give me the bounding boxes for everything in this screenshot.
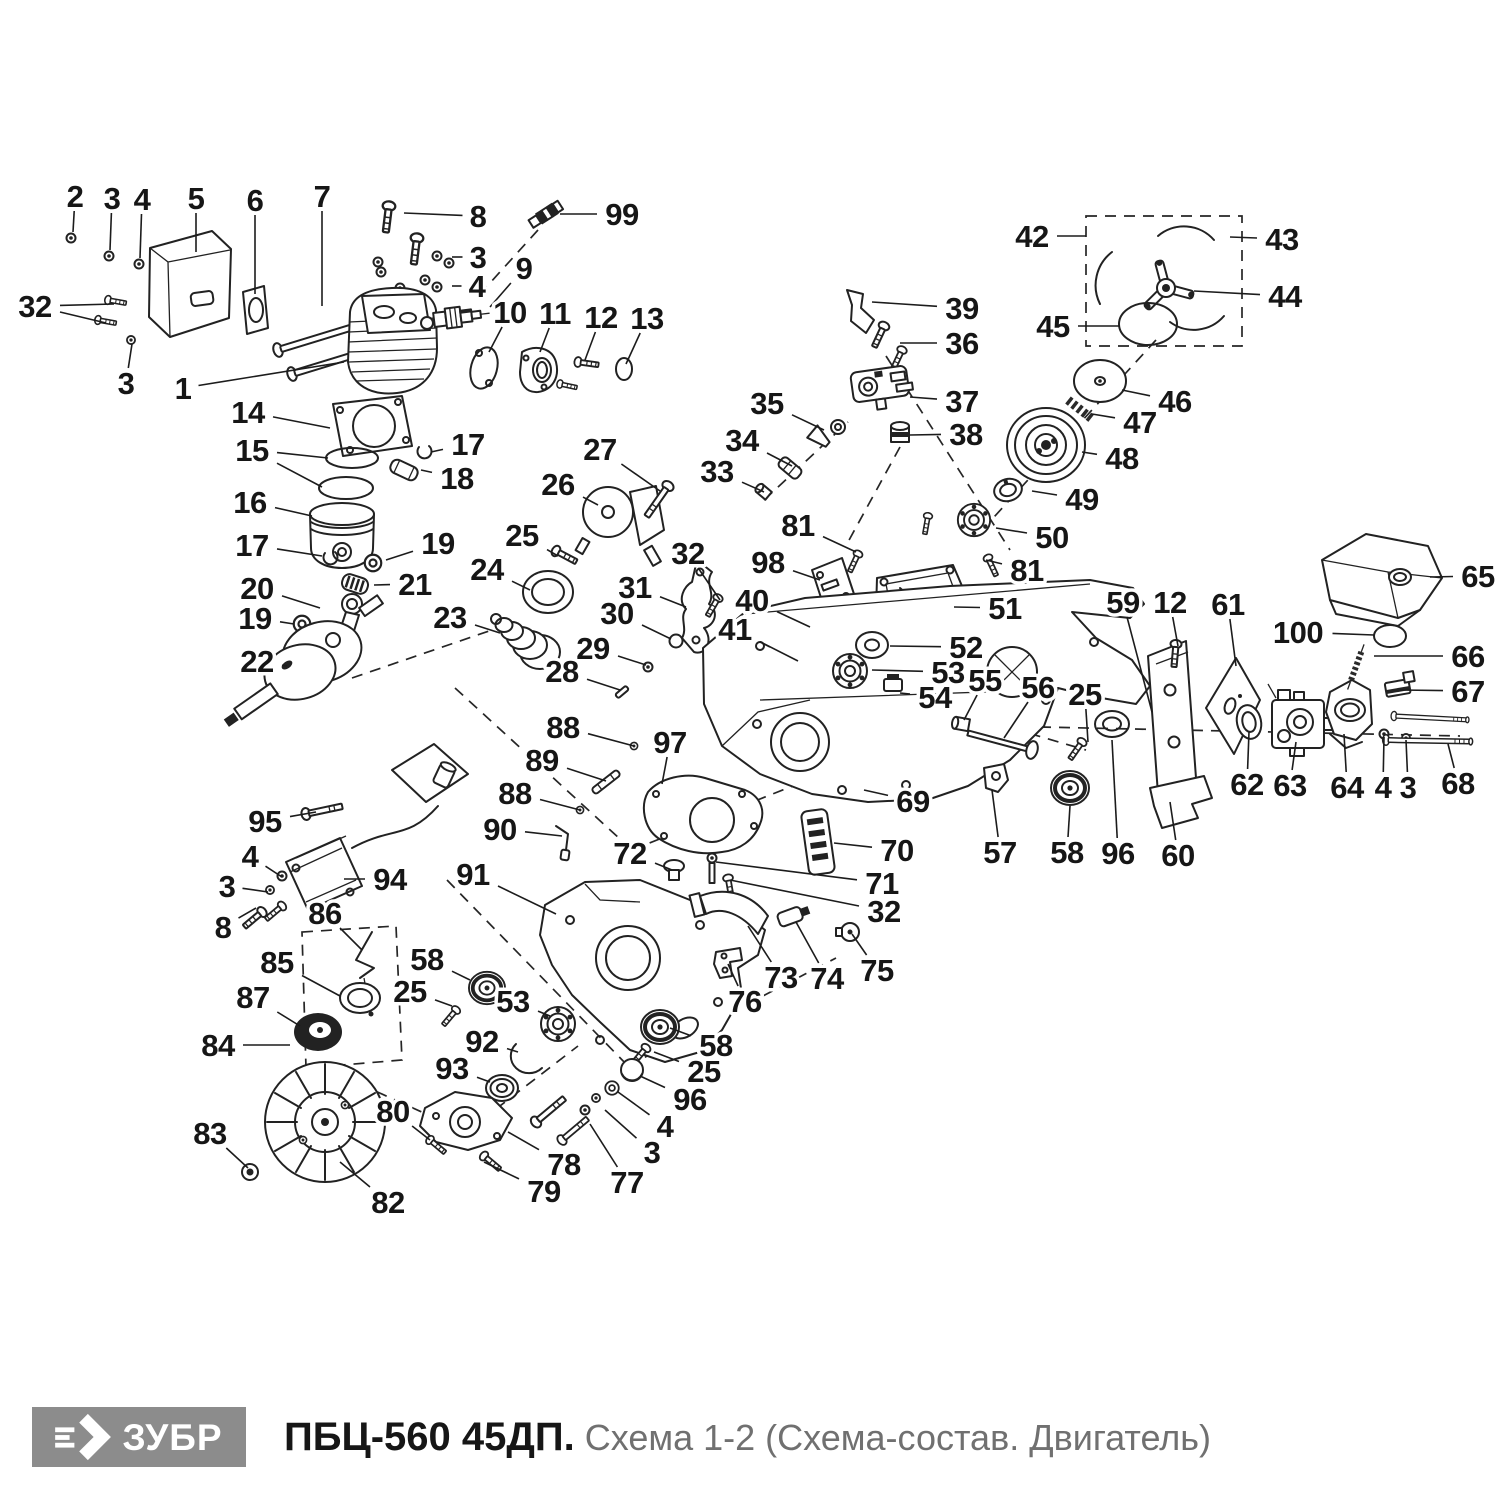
part-label-19: 19: [421, 526, 455, 561]
part-label-42: 42: [1015, 219, 1049, 254]
footer-bar: [32, 1406, 1468, 1468]
leader-line-12: [585, 332, 595, 360]
part-label-68: 68: [1441, 766, 1475, 801]
leader-line-20: [282, 596, 320, 608]
part-label-96: 96: [673, 1082, 707, 1117]
leader-line-54: [900, 693, 910, 694]
part-label-32: 32: [867, 894, 901, 929]
part-label-81: 81: [781, 508, 815, 543]
leader-line-67: [1400, 690, 1443, 691]
part-21-needle-bearing: [340, 572, 370, 595]
part-label-72: 72: [613, 836, 647, 871]
part-label-52: 52: [949, 630, 983, 665]
leader-line-3: [128, 344, 132, 368]
leader-line-13: [626, 333, 640, 364]
part-label-32: 32: [671, 536, 705, 571]
part-48-clutch-drum: [1007, 408, 1085, 482]
part-label-7: 7: [313, 179, 331, 214]
part-39-elbow: [847, 290, 874, 333]
leader-line-43: [1230, 237, 1257, 238]
leader-line-68: [1448, 744, 1454, 768]
part-96-dome: [621, 1059, 643, 1081]
part-label-40: 40: [735, 583, 769, 618]
leader-line-71: [716, 862, 857, 880]
leader-line-52: [890, 646, 941, 647]
part-label-41: 41: [718, 612, 752, 647]
part-label-4: 4: [468, 269, 486, 304]
part-label-9: 9: [515, 251, 533, 286]
part-label-50: 50: [1035, 520, 1069, 555]
leader-line-25: [1086, 709, 1088, 742]
part-label-95: 95: [248, 804, 282, 839]
leader-line-1: [199, 362, 345, 386]
part-label-25: 25: [687, 1054, 721, 1089]
part-label-34: 34: [725, 423, 759, 458]
part-96-seal-ring: [1095, 711, 1129, 737]
part-label-58: 58: [410, 942, 444, 977]
part-label-6: 6: [246, 183, 264, 218]
part-82-flywheel: [265, 1062, 385, 1182]
part-label-97: 97: [653, 725, 687, 760]
part-100-oring: [1374, 625, 1406, 647]
part-label-46: 46: [1158, 384, 1192, 419]
part-label-75: 75: [860, 953, 894, 988]
part-label-21: 21: [398, 567, 432, 602]
leader-line-30: [642, 625, 671, 639]
leader-line-35: [792, 415, 824, 430]
zubr-logo: [32, 1407, 246, 1467]
part-label-32: 32: [18, 289, 52, 324]
leader-line-81: [823, 537, 856, 552]
part-70-ribbed-cover: [801, 809, 836, 876]
part-label-3: 3: [643, 1135, 661, 1170]
part-26-oil-pump: [576, 486, 664, 566]
leader-line-64: [1344, 734, 1346, 772]
part-label-15: 15: [235, 433, 269, 468]
part-label-81: 81: [1010, 553, 1044, 588]
part-label-74: 74: [810, 961, 844, 996]
part-label-4: 4: [241, 839, 259, 874]
part-37-oil-pump-assy: [850, 365, 915, 413]
part-label-24: 24: [470, 552, 504, 587]
part-label-17: 17: [451, 427, 485, 462]
leader-line-58: [1068, 806, 1070, 837]
leader-line-51: [954, 607, 980, 608]
part-label-37: 37: [945, 384, 979, 419]
part-87-starter-cup: [294, 1013, 342, 1051]
part-label-4: 4: [656, 1109, 674, 1144]
part-label-4: 4: [1374, 770, 1392, 805]
part-label-8: 8: [214, 910, 232, 945]
part-95-screw: [300, 800, 343, 820]
part-label-80: 80: [376, 1094, 410, 1129]
leader-line-3: [1406, 740, 1407, 772]
part-label-25: 25: [1068, 677, 1102, 712]
part-81-screw: [846, 549, 864, 574]
leader-line-4: [618, 1092, 650, 1115]
part-label-82: 82: [371, 1185, 405, 1220]
part-label-66: 66: [1451, 639, 1485, 674]
part-label-86: 86: [308, 896, 342, 931]
leader-line-24: [512, 581, 530, 590]
part-9-spark-plug: [433, 303, 491, 330]
part-label-3: 3: [218, 869, 236, 904]
part-label-88: 88: [546, 710, 580, 745]
part-label-12: 12: [1153, 585, 1187, 620]
leader-line-15: [277, 453, 328, 458]
leader-line-3: [605, 1110, 637, 1138]
part-label-94: 94: [373, 862, 407, 897]
part-label-3: 3: [469, 240, 487, 275]
part-label-79: 79: [527, 1174, 561, 1209]
part-label-65: 65: [1461, 559, 1495, 594]
part-label-13: 13: [630, 301, 664, 336]
part-65-air-filter-cover: [1322, 534, 1442, 626]
leader-line-100: [1333, 633, 1375, 635]
part-label-96: 96: [1101, 836, 1135, 871]
leader-line-4: [140, 214, 142, 258]
part-77-bolts-washers: [529, 1081, 619, 1146]
part-label-60: 60: [1161, 838, 1195, 873]
part-label-5: 5: [187, 181, 205, 216]
leader-line-57: [992, 790, 998, 837]
part-label-35: 35: [750, 386, 784, 421]
part-label-70: 70: [880, 833, 914, 868]
part-53-bearing: [833, 654, 867, 688]
part-74-switch: [776, 903, 811, 927]
part-17-clip: [417, 446, 431, 458]
leader-line-87: [277, 1012, 300, 1026]
part-label-76: 76: [728, 984, 762, 1019]
part-49-hub: [992, 476, 1025, 504]
part-label-33: 33: [700, 454, 734, 489]
part-label-69: 69: [896, 784, 930, 819]
part-label-27: 27: [583, 432, 617, 467]
leader-line-19: [386, 551, 413, 560]
leader-line-96: [640, 1076, 665, 1088]
part-label-30: 30: [600, 596, 634, 631]
part-label-12: 12: [584, 300, 618, 335]
part-label-67: 67: [1451, 674, 1485, 709]
part-81-screw-2: [982, 553, 1000, 578]
part-label-14: 14: [231, 395, 265, 430]
part-8-head-bolts: [374, 201, 454, 302]
part-label-77: 77: [610, 1165, 644, 1200]
part-label-29: 29: [576, 631, 610, 666]
part-label-99: 99: [605, 197, 639, 232]
part-label-8: 8: [469, 199, 487, 234]
leader-line-38: [910, 434, 941, 435]
leader-line-58: [452, 971, 470, 980]
part-19-washer: [365, 555, 382, 572]
part-label-47: 47: [1123, 405, 1157, 440]
leader-line-39: [872, 302, 937, 306]
part-label-23: 23: [433, 600, 467, 635]
part-99-decompression-valve: [527, 199, 563, 229]
leader-line-91: [498, 886, 556, 914]
part-label-2: 2: [66, 179, 84, 214]
part-label-3: 3: [117, 366, 135, 401]
leader-line-77: [590, 1124, 617, 1167]
part-63-carburetor: [1268, 684, 1332, 756]
part-label-22: 22: [240, 644, 274, 679]
part-label-78: 78: [547, 1147, 581, 1182]
part-50-bearing: [958, 504, 990, 536]
leader-line-15: [277, 463, 322, 487]
part-46-washer: [1074, 360, 1126, 402]
leader-line-70: [834, 843, 872, 847]
part-97-crankcase-gasket: [644, 776, 762, 854]
part-label-91: 91: [456, 857, 490, 892]
part-89-pin: [591, 769, 621, 794]
part-label-3: 3: [1399, 770, 1417, 805]
part-1-cylinder: [348, 288, 437, 394]
leader-line-32: [60, 304, 114, 305]
part-label-44: 44: [1268, 279, 1302, 314]
leader-line-96: [1112, 740, 1117, 838]
part-14-cylinder-gasket: [333, 396, 412, 456]
part-label-28: 28: [545, 654, 579, 689]
leader-line-8: [404, 213, 463, 215]
leader-line-29: [618, 656, 646, 665]
part-55-collar: [951, 716, 970, 731]
part-18-wrist-pin: [388, 458, 419, 483]
leader-line-88: [540, 800, 580, 811]
part-label-38: 38: [949, 417, 983, 452]
part-label-19: 19: [238, 601, 272, 636]
leader-line-18: [421, 470, 432, 472]
part-label-18: 18: [440, 461, 474, 496]
part-90-choke-rod: [556, 826, 570, 861]
part-2-3-4-fasteners: [67, 234, 144, 345]
part-83-nut: [242, 1164, 258, 1180]
part-25-screw: [550, 544, 579, 566]
part-label-49: 49: [1065, 482, 1099, 517]
leader-line-16: [275, 508, 312, 516]
part-label-45: 45: [1036, 309, 1070, 344]
part-label-73: 73: [764, 960, 798, 995]
leader-line-28: [587, 679, 620, 690]
leader-line-61: [1230, 619, 1236, 666]
part-label-10: 10: [493, 295, 527, 330]
part-72-grommet: [664, 860, 684, 880]
part-label-4: 4: [133, 182, 151, 217]
zubr-logo-icon: [55, 1412, 113, 1462]
leader-line-22: [282, 665, 287, 666]
part-label-58: 58: [699, 1028, 733, 1063]
part-13-oring: [616, 358, 632, 380]
part-67-choke-knob: [1383, 671, 1416, 697]
part-53-bearing-2: [541, 1007, 575, 1041]
part-label-57: 57: [983, 835, 1017, 870]
leader-line-85: [302, 976, 340, 997]
part-label-89: 89: [525, 743, 559, 778]
brand-name: ЗУБР: [122, 1416, 223, 1458]
part-92-circlip: [511, 1044, 542, 1073]
part-label-56: 56: [1021, 670, 1055, 705]
leader-line-79: [484, 1162, 519, 1179]
part-label-61: 61: [1211, 587, 1245, 622]
part-10-gasket: [466, 344, 502, 391]
part-label-64: 64: [1330, 770, 1364, 805]
leader-line-49: [1032, 491, 1057, 495]
part-12-screw-2: [556, 379, 578, 391]
leader-line-44: [1194, 291, 1260, 295]
part-label-83: 83: [193, 1116, 227, 1151]
leader-line-10: [489, 327, 502, 352]
part-label-51: 51: [988, 591, 1022, 626]
part-label-54: 54: [918, 680, 952, 715]
part-label-58: 58: [1050, 835, 1084, 870]
leader-line-86: [340, 928, 362, 950]
leader-line-2: [73, 211, 74, 232]
leader-line-50: [996, 528, 1027, 533]
part-28-pin: [615, 686, 629, 699]
part-64-intake-boot: [1326, 680, 1372, 748]
leader-line-83: [226, 1148, 248, 1168]
leader-line-19: [280, 622, 294, 624]
schema-title: [284, 1415, 1211, 1460]
part-label-43: 43: [1265, 222, 1299, 257]
schema-subtitle: Схема 1-2 (Схема-состав. Двигатель): [574, 1416, 1212, 1458]
part-8-coil-bolts: [241, 872, 288, 931]
part-85-ring: [340, 983, 380, 1013]
leader-line-25: [435, 1000, 452, 1006]
part-16-piston: [310, 503, 374, 568]
leader-line-88: [588, 734, 634, 746]
part-label-1: 1: [174, 371, 192, 406]
part-label-26: 26: [541, 467, 575, 502]
leader-line-14: [273, 417, 330, 428]
part-label-88: 88: [498, 776, 532, 811]
part-label-25: 25: [393, 974, 427, 1009]
leader-line-4: [1383, 737, 1384, 772]
part-30-ball: [670, 635, 683, 648]
part-label-31: 31: [618, 570, 652, 605]
part-label-17: 17: [235, 528, 269, 563]
part-label-63: 63: [1273, 768, 1307, 803]
leader-line-47: [1092, 414, 1115, 418]
part-label-92: 92: [465, 1024, 499, 1059]
part-label-11: 11: [539, 296, 571, 331]
part-label-87: 87: [236, 980, 270, 1015]
leader-line-74: [796, 922, 819, 963]
leader-line-65: [1430, 577, 1453, 578]
part-12-screw: [574, 357, 599, 370]
part-57-chain-catcher: [984, 764, 1008, 792]
part-label-59: 59: [1106, 585, 1140, 620]
leader-line-46: [1122, 390, 1150, 396]
part-38-grommet: [891, 422, 909, 442]
part-25-screw-3: [440, 1004, 462, 1028]
exploded-parts-drawing: [67, 199, 1473, 1182]
leader-line-78: [508, 1132, 539, 1150]
leader-line-3: [243, 888, 269, 892]
part-5-muffler: [149, 231, 231, 337]
part-68-bolt: [1391, 711, 1469, 724]
part-label-71: 71: [865, 866, 899, 901]
part-label-3: 3: [103, 181, 121, 216]
part-label-39: 39: [945, 291, 979, 326]
part-label-90: 90: [483, 812, 517, 847]
leader-line-90: [525, 832, 562, 836]
leader-line-89: [567, 768, 606, 781]
leader-line-17: [431, 449, 443, 452]
leader-line-75: [852, 934, 867, 955]
part-label-93: 93: [435, 1051, 469, 1086]
leader-line-27: [621, 464, 660, 491]
part-81-screw-3: [920, 512, 932, 535]
part-label-36: 36: [945, 326, 979, 361]
part-label-100: 100: [1272, 615, 1324, 650]
part-58-pulley-3: [641, 1010, 679, 1044]
part-36-screw: [869, 320, 890, 349]
part-label-20: 20: [240, 571, 274, 606]
part-11-intake-flange: [520, 348, 557, 392]
part-label-48: 48: [1105, 441, 1139, 476]
part-label-55: 55: [968, 663, 1002, 698]
leader-line-37: [910, 397, 937, 399]
model-name: ПБЦ-560 45ДП.: [284, 1414, 575, 1459]
part-label-62: 62: [1230, 767, 1264, 802]
part-label-25: 25: [505, 518, 539, 553]
part-33-34-35-oil-line: [754, 420, 845, 500]
part-label-16: 16: [233, 485, 267, 520]
part-label-98: 98: [751, 545, 785, 580]
part-label-53: 53: [931, 655, 965, 690]
part-label-53: 53: [496, 984, 530, 1019]
part-71-pin: [708, 854, 717, 884]
part-label-85: 85: [260, 945, 294, 980]
part-24-cup-washer: [523, 571, 573, 613]
leader-line-93: [477, 1077, 490, 1082]
part-label-84: 84: [201, 1028, 235, 1063]
leader-line-3: [110, 213, 111, 250]
part-58-pulley: [1051, 771, 1089, 805]
